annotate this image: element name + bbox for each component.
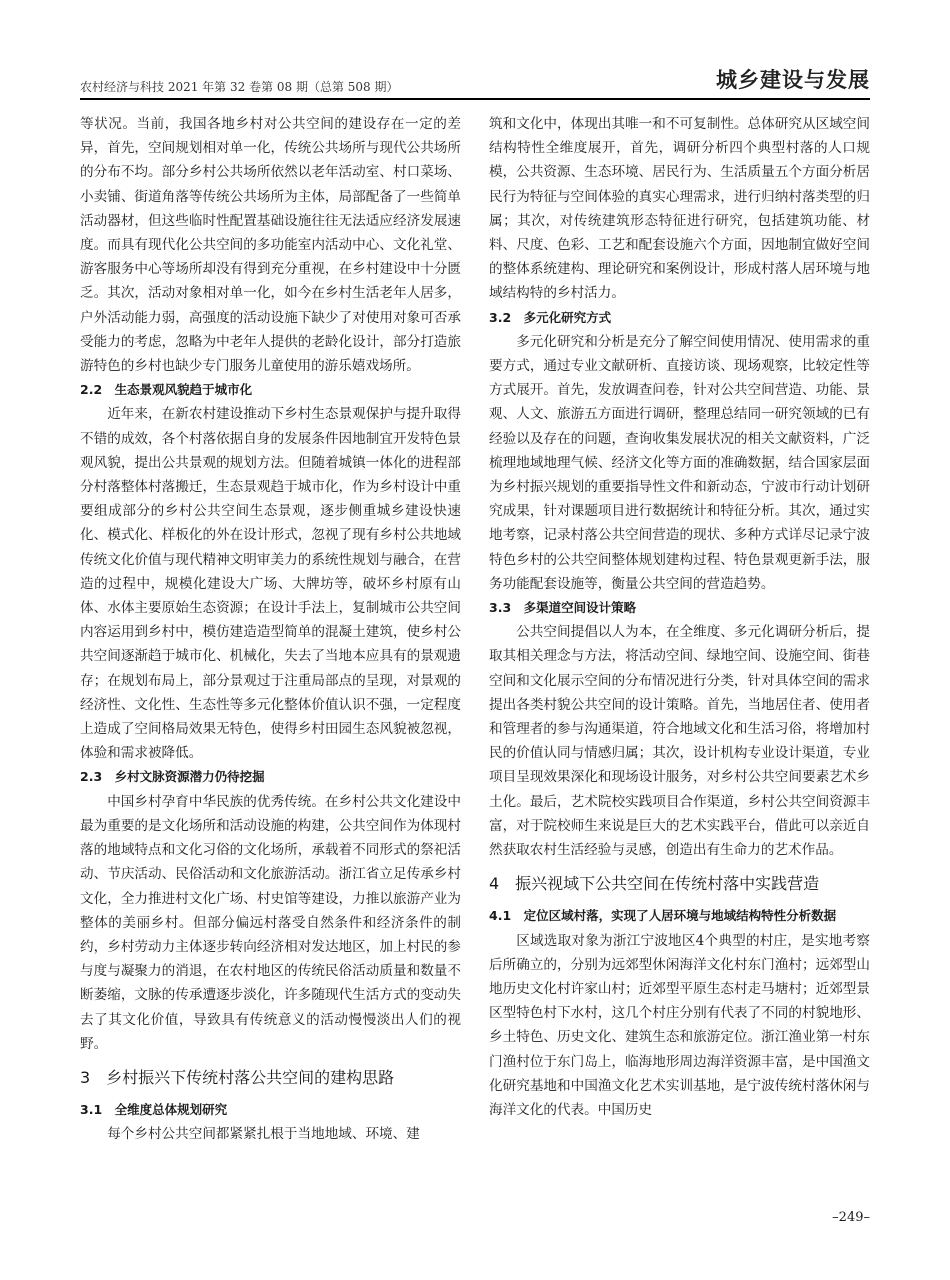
paragraph: 公共空间提倡以人为本，在全维度、多元化调研分析后，提取其相关理念与方法，将活动空间、绿地空间、设施空间、街巷空间和文化展示空间的分布情况进行分类，针对具体空间的需求提出各类村貌公共空间的设计策略。首先，当地居住者、使用者和管理者的参与沟通渠道，符合地域文化和生活习俗，将增加村民的价值认同与情感归属；其次，设计机构专业设计渠道，专业项目呈现效果深化和现场设计服务，对乡村公共空间要素艺术乡土化。最后，艺术院校实践项目合作渠道，乡村公共空间资源丰富，对于院校师生来说是巨大的艺术实践平台，借此可以亲近自然获取农村生活经验与灵感，创造出有生命力的艺术作品。 bbox=[489, 624, 870, 859]
subsection-heading-3-3: 3.3 多渠道空间设计策略 bbox=[489, 600, 637, 616]
paragraph: 中国乡村孕育中华民族的优秀传统。在乡村公共文化建设中最为重要的是文化场所和活动设施的构建，公共空间作为体现村落的地域特点和文化习俗的文化场所，承载着不同形式的祭祀活动、节庆活动、民俗活动和文化旅游活动。浙江省立足传承乡村文化，全力推进村文化广场、村史馆等建设，力推以旅游产业为整体的美丽乡村。但部分偏远村落受自然条件和经济条件的制约，乡村劳动力主体逐步转向经济相对发达地区，加上村民的参与度与凝聚力的消退，在农村地区的传统民俗活动质量和数量不断萎缩，文脉的传承遭逐步淡化，许多随现代生活方式的变动失去了其文化价值，导致具有传统意义的活动慢慢淡出人们的视野。 bbox=[80, 793, 461, 1052]
section-title: 城乡建设与发展 bbox=[716, 68, 870, 92]
paragraph: 筑和文化中，体现出其唯一和不可复制性。总体研究从区域空间结构特性全维度展开，首先，调研分析四个典型村落的人口规模，公共资源、生态环境、居民行为、生活质量五个方面分析居民行为特征与空间体验的真实心理需求，进行归纳村落类型的归属；其次，对传统建筑形态特征进行研究，包括建筑功能、材料、尺度、色彩、工艺和配套设施六个方面，因地制宜做好空间的整体系统建构、理论研究和案例设计，形成村落人居环境与地域结构特的乡村活力。 bbox=[489, 116, 870, 302]
subsection-heading-2-3: 2.3 乡村文脉资源潜力仍待挖掘 bbox=[80, 769, 265, 785]
left-column bbox=[80, 112, 461, 1146]
section-heading-3: 3 乡村振兴下传统村落公共空间的建构思路 bbox=[80, 1067, 395, 1087]
paragraph: 每个乡村公共空间都紧紧扎根于当地地域、环境、建 bbox=[107, 1126, 420, 1143]
subsection-heading-2-2: 2.2 生态景观风貌趋于城市化 bbox=[80, 382, 253, 398]
paragraph: 等状况。当前，我国各地乡村对公共空间的建设存在一定的差异，首先，空间规划相对单一化，传统公共场所与现代公共场所的分布不均。部分乡村公共场所依然以老年活动室、村口菜场、小卖铺、街道角落等传统公共场所为主体，局部配备了一些简单活动器材，但这些临时性配置基础设施往往无法适应经济发展速度。而具有现代化公共空间的多功能室内活动中心、文化礼堂、游客服务中心等场所却没有得到充分重视，在乡村建设中十分匮乏。其次，活动对象相对单一化，如今在乡村生活老年人居多，户外活动能力弱，高强度的活动设施下缺少了对使用对象可否承受能力的考虑，忽略为中老年人提供的老龄化设计，部分打造旅游特色的乡村也缺少专门服务儿童使用的游乐嬉戏场所。 bbox=[80, 116, 461, 375]
subsection-heading-4-1: 4.1 定位区域村落，实现了人居环境与地域结构特性分析数据 bbox=[489, 908, 837, 924]
page-number: –249– bbox=[832, 1210, 870, 1225]
subsection-heading-3-2: 3.2 多元化研究方式 bbox=[489, 309, 612, 325]
paragraph: 近年来，在新农村建设推动下乡村生态景观保护与提升取得不错的成效，各个村落依据自身的发展条件因地制宜开发特色景观风貌，提出公共景观的规划方法。但随着城镇一体化的进程部分村落整体村落搬迁，生态景观趋于城市化，作为乡村设计中重要组成部分的乡村公共空间生态景观，逐步侧重城乡建设快速化、模式化、样板化的外在设计形式，忽视了现有乡村公共地域传统文化价值与现代精神文明审美力的系统性规划与融合，在营造的过程中，规模化建设大广场、大牌坊等，破坏乡村原有山体、水体主要原始生态资源；在设计手法上，复制城市公共空间内容运用到乡村中，模仿建造造型简单的混凝土建筑，使乡村公共空间逐渐趋于城市化、机械化，失去了当地本应具有的景观遗存；在规划布局上，部分景观过于注重局部点的呈现，对景观的经济性、文化性、生态性等多元化整体价值认识不强，一定程度上造成了空间格局效果无特色，使得乡村田园生态风貌被忽视，体验和需求被降低。 bbox=[80, 406, 461, 762]
paragraph: 区域选取对象为浙江宁波地区4个典型的村庄，是实地考察后所确立的，分别为远郊型休闲海洋文化村东门渔村；远郊型山地历史文化村许家山村；近郊型平原生态村走马塘村；近郊型景区型特色村下水村，这几个村庄分别有代表了不同的村貌地形、乡土特色、历史文化、建筑生态和旅游定位。浙江渔业第一村东门渔村位于东门岛上，临海地形周边海洋资源丰富，是中国渔文化研究基地和中国渔文化艺术实训基地，是宁波传统村落休闲与海洋文化的代表。中国历史 bbox=[489, 932, 870, 1118]
section-heading-4: 4 振兴视域下公共空间在传统村落中实践营造 bbox=[489, 874, 820, 894]
page-header bbox=[80, 56, 870, 100]
subsection-heading-3-1: 3.1 全维度总体规划研究 bbox=[80, 1101, 228, 1117]
journal-citation: 农村经济与科技 2021 年第 32 卷第 08 期（总第 508 期） bbox=[80, 80, 399, 94]
header-rule bbox=[80, 98, 870, 100]
paragraph: 多元化研究和分析是充分了解空间使用情况、使用需求的重要方式，通过专业文献研析、直接访谈、现场观察，比较定性等方式展开。首先，发放调查问卷，针对公共空间营造、功能、景观、人文、旅游五方面进行调研，整理总结同一研究领域的已有经验以及存在的问题，查询收集发展状况的相关文献资料，广泛梳理地域地理气候、经济文化等方面的准确数据，结合国家层面为乡村振兴规划的重要指导性文件和新动态，宁波市行动计划研究成果，针对课题项目进行数据统计和特征分析。其次，通过实地考察，记录村落公共空间营造的现状、多种方式详尽记录宁波特色乡村的公共空间整体规划建构过程、特色景观更新手法，服务功能配套设施等，衡量公共空间的营造趋势。 bbox=[489, 333, 870, 592]
right-column bbox=[489, 112, 870, 1122]
